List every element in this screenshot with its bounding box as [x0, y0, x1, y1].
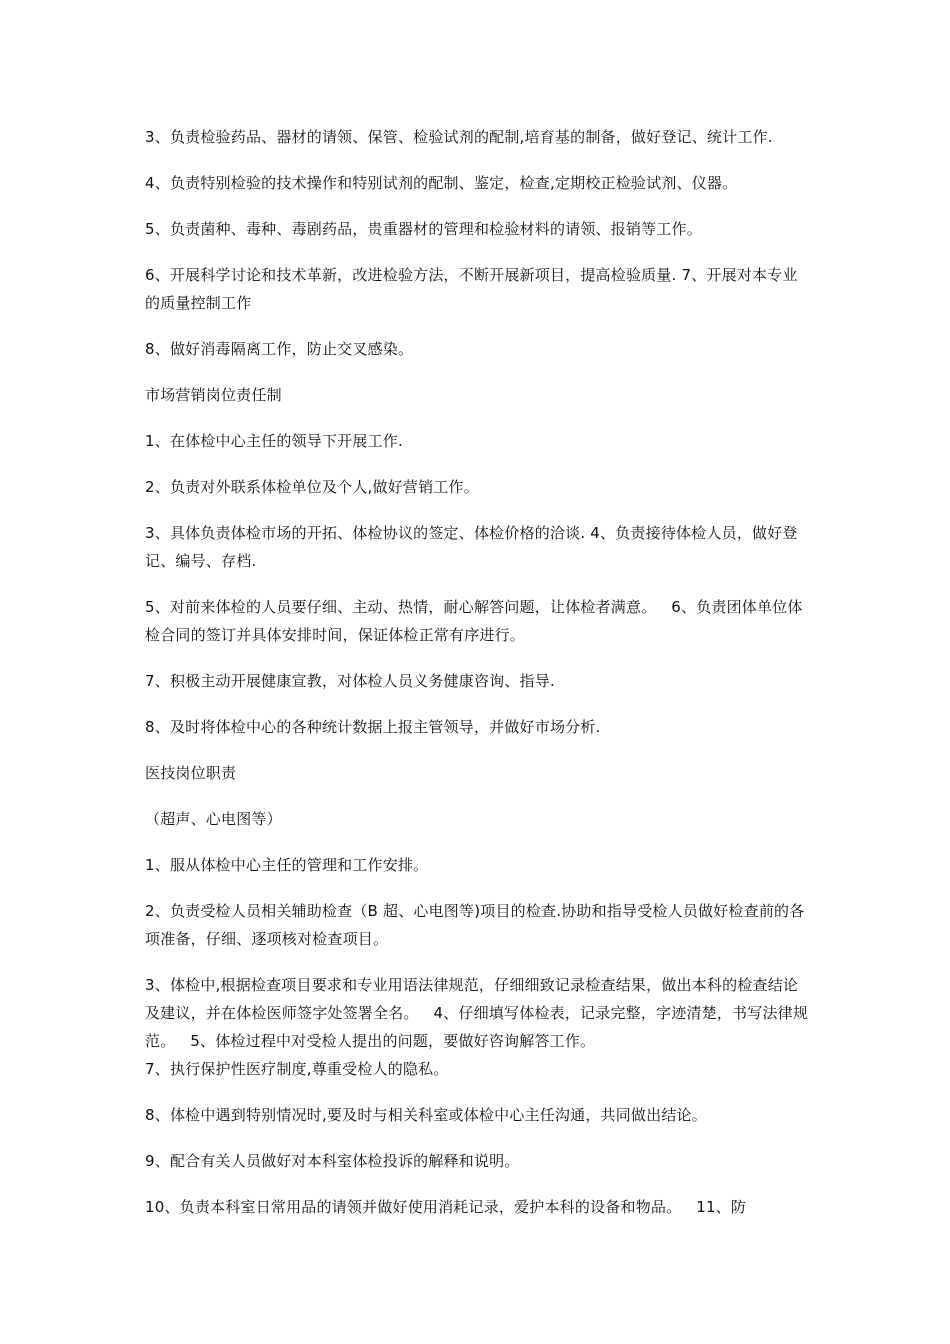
paragraph: 3、具体负责体检市场的开拓、体检协议的签定、体检价格的洽谈. 4、负责接待体检人员，做好登记、编号、存档.	[145, 524, 798, 570]
paragraph: 3、体检中,根据检查项目要求和专业用语法律规范，仔细细致记录检查结果，做出本科的检查结论及建议，并在体检医师签字处签署全名。 4、仔细填写体检表，记录完整，字迹清楚，书写法律规范。 5、体检过程中对受检人提出的问题，要做好咨询解答工作。	[145, 976, 809, 1050]
paragraph: 5、负责菌种、毒种、毒剧药品，贵重器材的管理和检验材料的请领、报销等工作。	[145, 220, 702, 238]
section-subheading: （超声、心电图等）	[145, 810, 282, 828]
paragraph: 2、负责受检人员相关辅助检查（B 超、心电图等)项目的检查.协助和指导受检人员做好检查前的各项准备，仔细、逐项核对检查项目。	[145, 902, 805, 948]
paragraph: 1、服从体检中心主任的管理和工作安排。	[145, 856, 429, 874]
paragraph: 7、积极主动开展健康宣教，对体检人员义务健康咨询、指导.	[145, 672, 555, 690]
section-heading-medtech: 医技岗位职责	[145, 764, 237, 782]
paragraph: 8、体检中遇到特别情况时,要及时与相关科室或体检中心主任沟通，共同做出结论。	[145, 1106, 707, 1124]
paragraph: 1、在体检中心主任的领导下开展工作.	[145, 432, 403, 450]
paragraph: 2、负责对外联系体检单位及个人,做好营销工作。	[145, 478, 479, 496]
paragraph: 6、开展科学讨论和技术革新，改进检验方法，不断开展新项目，提高检验质量. 7、开展对本专业的质量控制工作	[145, 266, 798, 312]
paragraph: 8、做好消毒隔离工作，防止交叉感染。	[145, 340, 414, 358]
paragraph: 3、负责检验药品、器材的请领、保管、检验试剂的配制,培育基的制备，做好登记、统计工作.	[145, 128, 773, 146]
paragraph: 9、配合有关人员做好对本科室体检投诉的解释和说明。	[145, 1152, 520, 1170]
document-body	[145, 123, 810, 1239]
paragraph: 4、负责特别检验的技术操作和特别试剂的配制、鉴定，检查,定期校正检验试剂、仪器。	[145, 174, 738, 192]
paragraph: 7、执行保护性医疗制度,尊重受检人的隐私。	[145, 1060, 449, 1078]
paragraph: 10、负责本科室日常用品的请领并做好使用消耗记录，爱护本科的设备和物品。 11、防	[145, 1198, 747, 1216]
paragraph: 5、对前来体检的人员要仔细、主动、热情，耐心解答问题，让体检者满意。 6、负责团体单位体检合同的签订并具体安排时间，保证体检正常有序进行。	[145, 598, 803, 644]
paragraph: 8、及时将体检中心的各种统计数据上报主管领导，并做好市场分析.	[145, 718, 601, 736]
section-heading-marketing: 市场营销岗位责任制	[145, 386, 282, 404]
